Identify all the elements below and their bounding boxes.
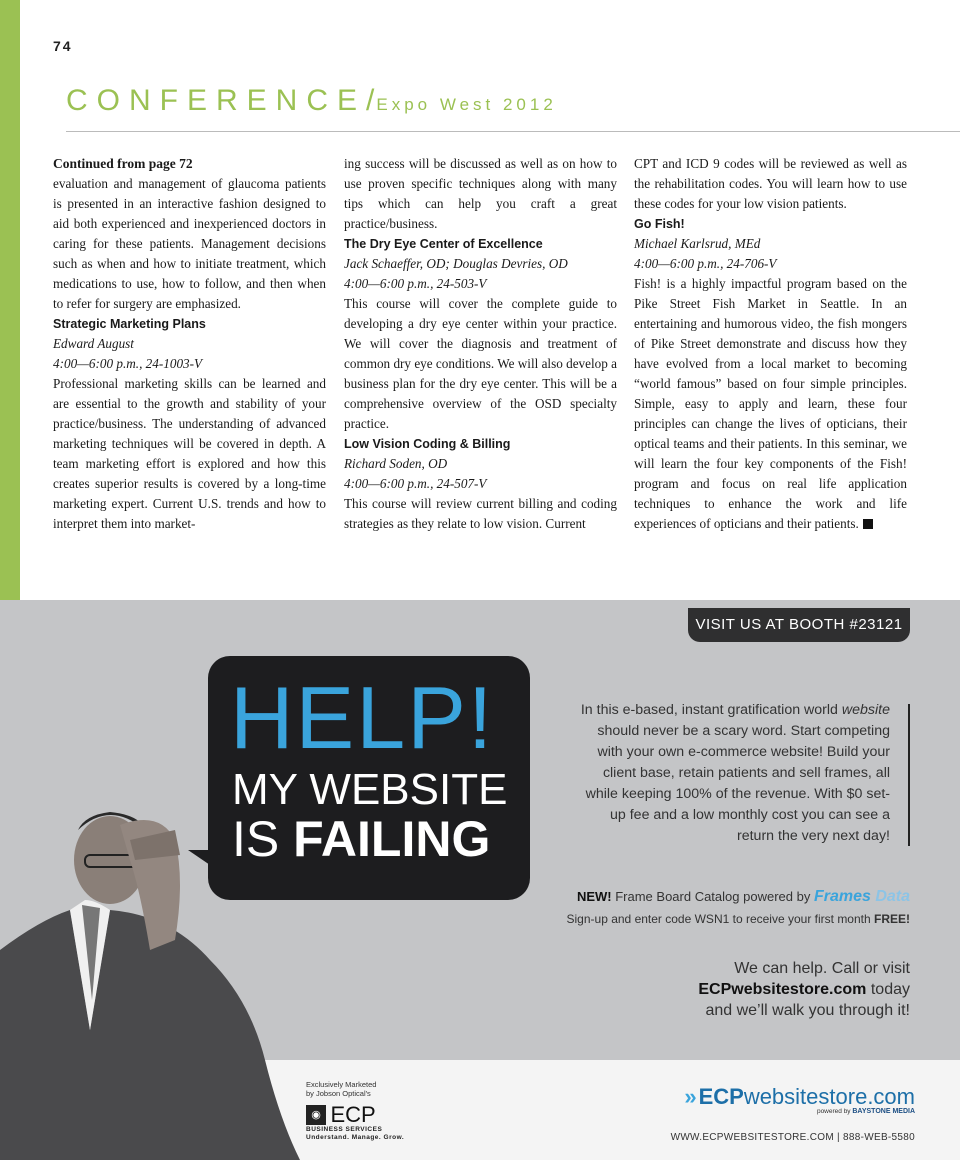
ad-contact-footer[interactable]: WWW.ECPWEBSITESTORE.COM | 888-WEB-5580 [670, 1132, 915, 1143]
ecp-sub-1: BUSINESS SERVICES [306, 1126, 383, 1133]
frames-data-logo [814, 888, 910, 905]
exclusive-line-1: Exclusively Marketed [306, 1080, 377, 1089]
signup-text: Sign-up and enter code WSN1 to receive your first month [566, 912, 874, 926]
session-body-continued: ing success will be discussed as well as on how to use proven specific techniques along with many tips which can help you craft a great practice/business. [344, 156, 617, 231]
session-time: 4:00—6:00 p.m., 24-507-V [344, 476, 487, 491]
cta-line-2 [698, 979, 910, 1000]
site-logo-rest: websitestore.com [743, 1084, 915, 1109]
session-title: The Dry Eye Center of Excellence [344, 237, 543, 251]
header-slash: / [366, 84, 375, 117]
session-title: Strategic Marketing Plans [53, 317, 206, 331]
ecp-business-logo [306, 1102, 376, 1128]
ad-pitch-text [580, 700, 890, 847]
session-body [634, 274, 907, 534]
session-presenter: Michael Karlsrud, MEd [634, 236, 761, 251]
cta-site-link[interactable]: ECPwebsitestore.com [698, 981, 867, 998]
data-word: Data [875, 888, 910, 905]
session-body: This course will review current billing and coding strategies as they relate to low vision. Current [344, 496, 617, 531]
site-logo-ecp: ECP [698, 1084, 744, 1109]
session-time: 4:00—6:00 p.m., 24-1003-V [53, 356, 203, 371]
pitch-part-1: In this e-based, instant gratification world [580, 702, 842, 718]
pitch-emphasis: website [841, 702, 890, 718]
session-presenter: Jack Schaeffer, OD; Douglas Devries, OD [344, 256, 568, 271]
session-presenter: Edward August [53, 336, 134, 351]
exclusive-note [306, 1080, 376, 1098]
headline-failing: FAILING [293, 811, 491, 867]
headline-help: HELP! [230, 668, 495, 767]
signup-line [567, 912, 910, 926]
powered-by [817, 1108, 915, 1115]
call-to-action [698, 958, 910, 1021]
cta-line-3: and we’ll walk you through it! [705, 1002, 910, 1019]
headline-is-failing [232, 812, 490, 866]
eye-icon: ◉ [306, 1105, 326, 1125]
ecpwebsitestore-logo [684, 1084, 915, 1110]
end-mark-icon [863, 519, 873, 529]
session-title: Go Fish! [634, 217, 685, 231]
article-column-3 [634, 154, 907, 534]
session-time: 4:00—6:00 p.m., 24-706-V [634, 256, 777, 271]
baystone-logo: BAYSTONE MEDIA [852, 1108, 915, 1115]
ecp-subtitle [306, 1126, 404, 1142]
signup-free: FREE! [874, 912, 910, 926]
frame-board-line [577, 888, 910, 906]
session-time: 4:00—6:00 p.m., 24-503-V [344, 276, 487, 291]
advertisement [0, 600, 960, 1160]
new-text: Frame Board Catalog powered by [611, 889, 814, 904]
section-subtitle: Expo West 2012 [376, 95, 557, 114]
exclusive-line-2: by Jobson Optical's [306, 1089, 371, 1098]
article-column-1 [53, 154, 326, 534]
powered-label: powered by [816, 1108, 853, 1115]
cta-today: today [866, 981, 910, 998]
frames-word: Frames [813, 888, 871, 905]
pitch-rule [908, 704, 910, 846]
session-title: Low Vision Coding & Billing [344, 437, 511, 451]
session-body: Professional marketing skills can be learned and are essential to the growth and stability of your practice/business. The understanding of advanced marketing techniques will be covered in depth. A team marketing effort is explored and how this creates superior results is covered by a long-time marketing expert. Current U.S. trends and how to interpret them into market- [53, 376, 326, 531]
green-edge-bar [0, 0, 20, 600]
section-title: CONFERENCE [66, 84, 367, 117]
chevron-right-icon: » [684, 1084, 697, 1109]
speech-bubble [208, 656, 530, 900]
intro-paragraph: evaluation and management of glaucoma patients is presented in an interactive fashion designed to aid both experienced and inexperienced doctors in caring for these patients. Management decisions such as when and how to initiate treatment, which medications to use, how to follow, and then when to refer for surgery are emphasized. [53, 176, 326, 311]
new-label: NEW! [576, 889, 612, 904]
session-body-text: Fish! is a highly impactful program based on the Pike Street Fish Market in Seattle. In an entertaining and humorous video, the fish mongers of Pike Street demonstrate and discuss how they have evolved from a local market to becoming “world famous” based on four simple principles. Simple, easy to apply and learn, these four principles can change the lives of opticians, their optical teams and their patients. In this seminar, we will learn the four key components of the Fish! program and focus on real life application techniques to enhance the work and life experiences of opticians and their patients. [634, 276, 907, 531]
ecp-sub-2: Understand. Manage. Grow. [306, 1134, 405, 1141]
session-presenter: Richard Soden, OD [344, 456, 448, 471]
session-body: This course will cover the complete guide to developing a dry eye center within your practice. We will cover the diagnosis and treatment of common dry eye conditions. We will also develop a business plan for the dry eye center. This will be a comprehensive overview of the OSD specialty practice. [344, 296, 618, 431]
session-body-continued: CPT and ICD 9 codes will be reviewed as well as the rehabilitation codes. You will learn how to use these codes for your low vision patients. [634, 156, 907, 211]
section-header [66, 84, 960, 132]
booth-tab: VISIT US AT BOOTH #23121 [688, 608, 910, 642]
headline-my-website: MY WEBSITE [232, 765, 508, 814]
continued-note: Continued from page 72 [53, 156, 193, 171]
headline-is: IS [232, 811, 294, 867]
page-number: 74 [53, 38, 73, 54]
pitch-part-2: should never be a scary word. Start competing with your own e-commerce website! Build your client base, retain patients and sell frames, all while keeping 100% of the revenue. With $0 set-up fee and a low monthly cost you can see a return the very next day! [585, 723, 890, 844]
article-column-2 [344, 154, 617, 534]
cta-line-1: We can help. Call or visit [734, 960, 910, 977]
ecp-logo-text: ECP [330, 1102, 376, 1127]
